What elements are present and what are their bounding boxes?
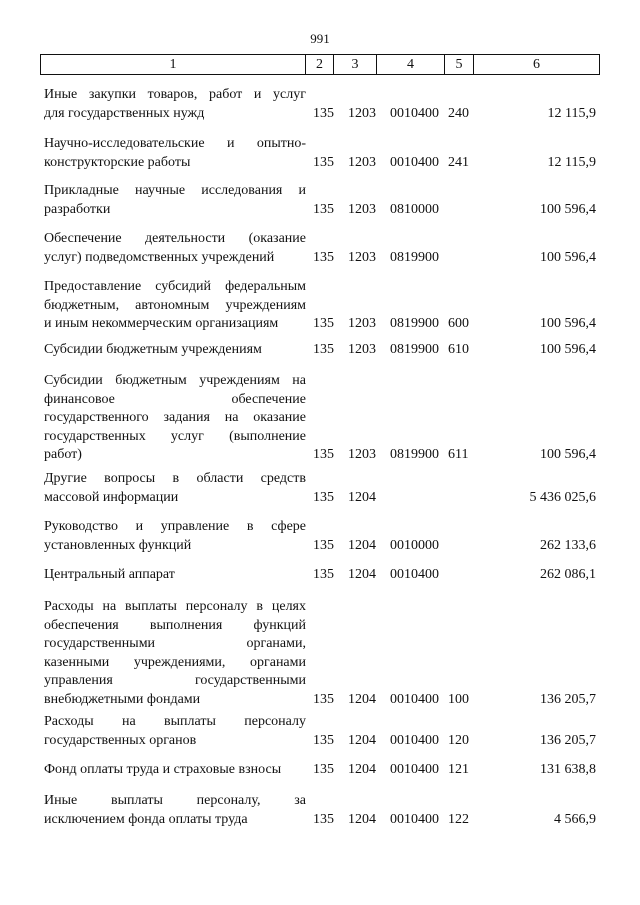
target-code: 0010400 (390, 732, 439, 748)
row-description (44, 598, 306, 709)
row-description (44, 341, 306, 360)
section-code: 1203 (348, 342, 376, 357)
target-code: 0010400 (390, 567, 439, 582)
ministry-code: 135 (313, 154, 334, 170)
description-line: разработки (44, 201, 111, 217)
section-code: 1203 (348, 249, 376, 265)
amount: 131 638,8 (540, 762, 596, 777)
description-line: Субсидии бюджетным учреждениям (44, 342, 262, 357)
description-line: внебюджетными фондами (44, 691, 201, 707)
ministry-code: 135 (313, 762, 334, 777)
row-description (44, 135, 306, 172)
target-code: 0010400 (390, 691, 439, 707)
ministry-code: 135 (313, 201, 334, 217)
column-header-3: 3 (333, 55, 376, 74)
amount: 12 115,9 (547, 154, 596, 170)
row-description (44, 713, 306, 750)
row-description (44, 761, 306, 780)
row-description (44, 230, 306, 267)
expense-type-code: 610 (448, 342, 469, 357)
amount: 136 205,7 (540, 732, 596, 748)
target-code: 0010400 (390, 762, 439, 777)
amount: 262 086,1 (540, 567, 596, 582)
target-code: 0010400 (390, 811, 439, 827)
section-code: 1204 (348, 762, 376, 777)
page-number: 991 (310, 31, 330, 46)
ministry-code: 135 (313, 732, 334, 748)
ministry-code: 135 (313, 316, 334, 331)
description-line: для государственных нужд (44, 105, 205, 121)
ministry-code: 135 (313, 249, 334, 265)
row-description (44, 518, 306, 555)
column-header-6: 6 (473, 55, 599, 74)
description-line: бюджетным, автономным учреждениям (44, 297, 306, 313)
amount: 100 596,4 (540, 201, 596, 217)
description-line: Руководство и управление в сфере (44, 519, 306, 534)
description-line: управления государственными (44, 673, 306, 688)
ministry-code: 135 (313, 489, 334, 505)
description-line: работ) (44, 447, 82, 462)
amount: 262 133,6 (540, 537, 596, 553)
row-description (44, 86, 306, 123)
column-header-5: 5 (444, 55, 473, 74)
ministry-code: 135 (313, 691, 334, 707)
target-code: 0010000 (390, 537, 439, 553)
description-line: Иные выплаты персоналу, за (44, 793, 306, 808)
amount: 4 566,9 (554, 811, 596, 827)
expense-type-code: 100 (448, 691, 469, 707)
description-line: исключением фонда оплаты труда (44, 811, 248, 827)
description-line: Расходы на выплаты персоналу (44, 714, 306, 729)
amount: 5 436 025,6 (529, 489, 596, 505)
description-line: Расходы на выплаты персоналу в целях (44, 599, 306, 614)
description-line: казенными учреждениями, органами (44, 654, 306, 670)
row-description (44, 792, 306, 829)
expense-type-code: 240 (448, 105, 469, 121)
row-description (44, 182, 306, 219)
column-header-4: 4 (376, 55, 444, 74)
target-code: 0819900 (390, 249, 439, 265)
section-code: 1204 (348, 811, 376, 827)
section-code: 1203 (348, 201, 376, 217)
amount: 100 596,4 (540, 316, 596, 331)
expense-type-code: 241 (448, 154, 469, 170)
description-line: государственных органов (44, 732, 197, 748)
description-line: Субсидии бюджетным учреждениям на (44, 373, 306, 388)
row-description (44, 372, 306, 465)
description-line: Предоставление субсидий федеральным (44, 279, 306, 294)
section-code: 1204 (348, 567, 376, 582)
amount: 100 596,4 (540, 249, 596, 265)
description-line: финансовое обеспечение (44, 391, 306, 407)
target-code: 0819900 (390, 316, 439, 331)
ministry-code: 135 (313, 105, 334, 121)
description-line: Иные закупки товаров, работ и услуг (44, 87, 306, 102)
description-line: Фонд оплаты труда и страховые взносы (44, 762, 282, 777)
amount: 100 596,4 (540, 447, 596, 462)
description-line: установленных функций (44, 537, 192, 553)
table-header (40, 54, 600, 75)
description-line: Другие вопросы в области средств (44, 471, 306, 486)
row-description (44, 566, 306, 585)
description-line: государственного задания на оказание (44, 410, 306, 425)
description-line: массовой информации (44, 489, 179, 505)
row-description (44, 470, 306, 507)
description-line: и иным некоммерческим организациям (44, 316, 279, 331)
column-header-1: 1 (169, 57, 177, 72)
section-code: 1204 (348, 691, 376, 707)
target-code: 0810000 (390, 201, 439, 217)
ministry-code: 135 (313, 447, 334, 462)
description-line: услуг) подведомственных учреждений (44, 249, 275, 265)
ministry-code: 135 (313, 537, 334, 553)
amount: 136 205,7 (540, 691, 596, 707)
description-line: государственными органами, (44, 636, 306, 651)
ministry-code: 135 (313, 342, 334, 357)
description-line: Научно-исследовательские и опытно- (44, 136, 306, 151)
description-line: конструкторские работы (44, 154, 191, 170)
ministry-code: 135 (313, 811, 334, 827)
target-code: 0819900 (390, 447, 439, 462)
amount: 12 115,9 (547, 105, 596, 121)
expense-type-code: 600 (448, 316, 469, 331)
target-code: 0819900 (390, 342, 439, 357)
description-line: Центральный аппарат (44, 567, 175, 582)
description-line: государственных услуг (выполнение (44, 428, 306, 444)
target-code: 0010400 (390, 154, 439, 170)
description-line: Прикладные научные исследования и (44, 183, 306, 198)
expense-type-code: 122 (448, 811, 469, 827)
expense-type-code: 120 (448, 732, 469, 748)
section-code: 1204 (348, 489, 376, 505)
amount: 100 596,4 (540, 342, 596, 357)
target-code: 0010400 (390, 105, 439, 121)
column-header-2: 2 (305, 55, 333, 74)
description-line: Обеспечение деятельности (оказание (44, 231, 306, 246)
ministry-code: 135 (313, 567, 334, 582)
section-code: 1204 (348, 732, 376, 748)
section-code: 1204 (348, 537, 376, 553)
section-code: 1203 (348, 154, 376, 170)
description-line: обеспечения выполнения функций (44, 617, 306, 633)
expense-type-code: 611 (448, 447, 469, 462)
expense-type-code: 121 (448, 762, 469, 777)
section-code: 1203 (348, 447, 376, 462)
section-code: 1203 (348, 316, 376, 331)
row-description (44, 278, 306, 334)
section-code: 1203 (348, 105, 376, 121)
